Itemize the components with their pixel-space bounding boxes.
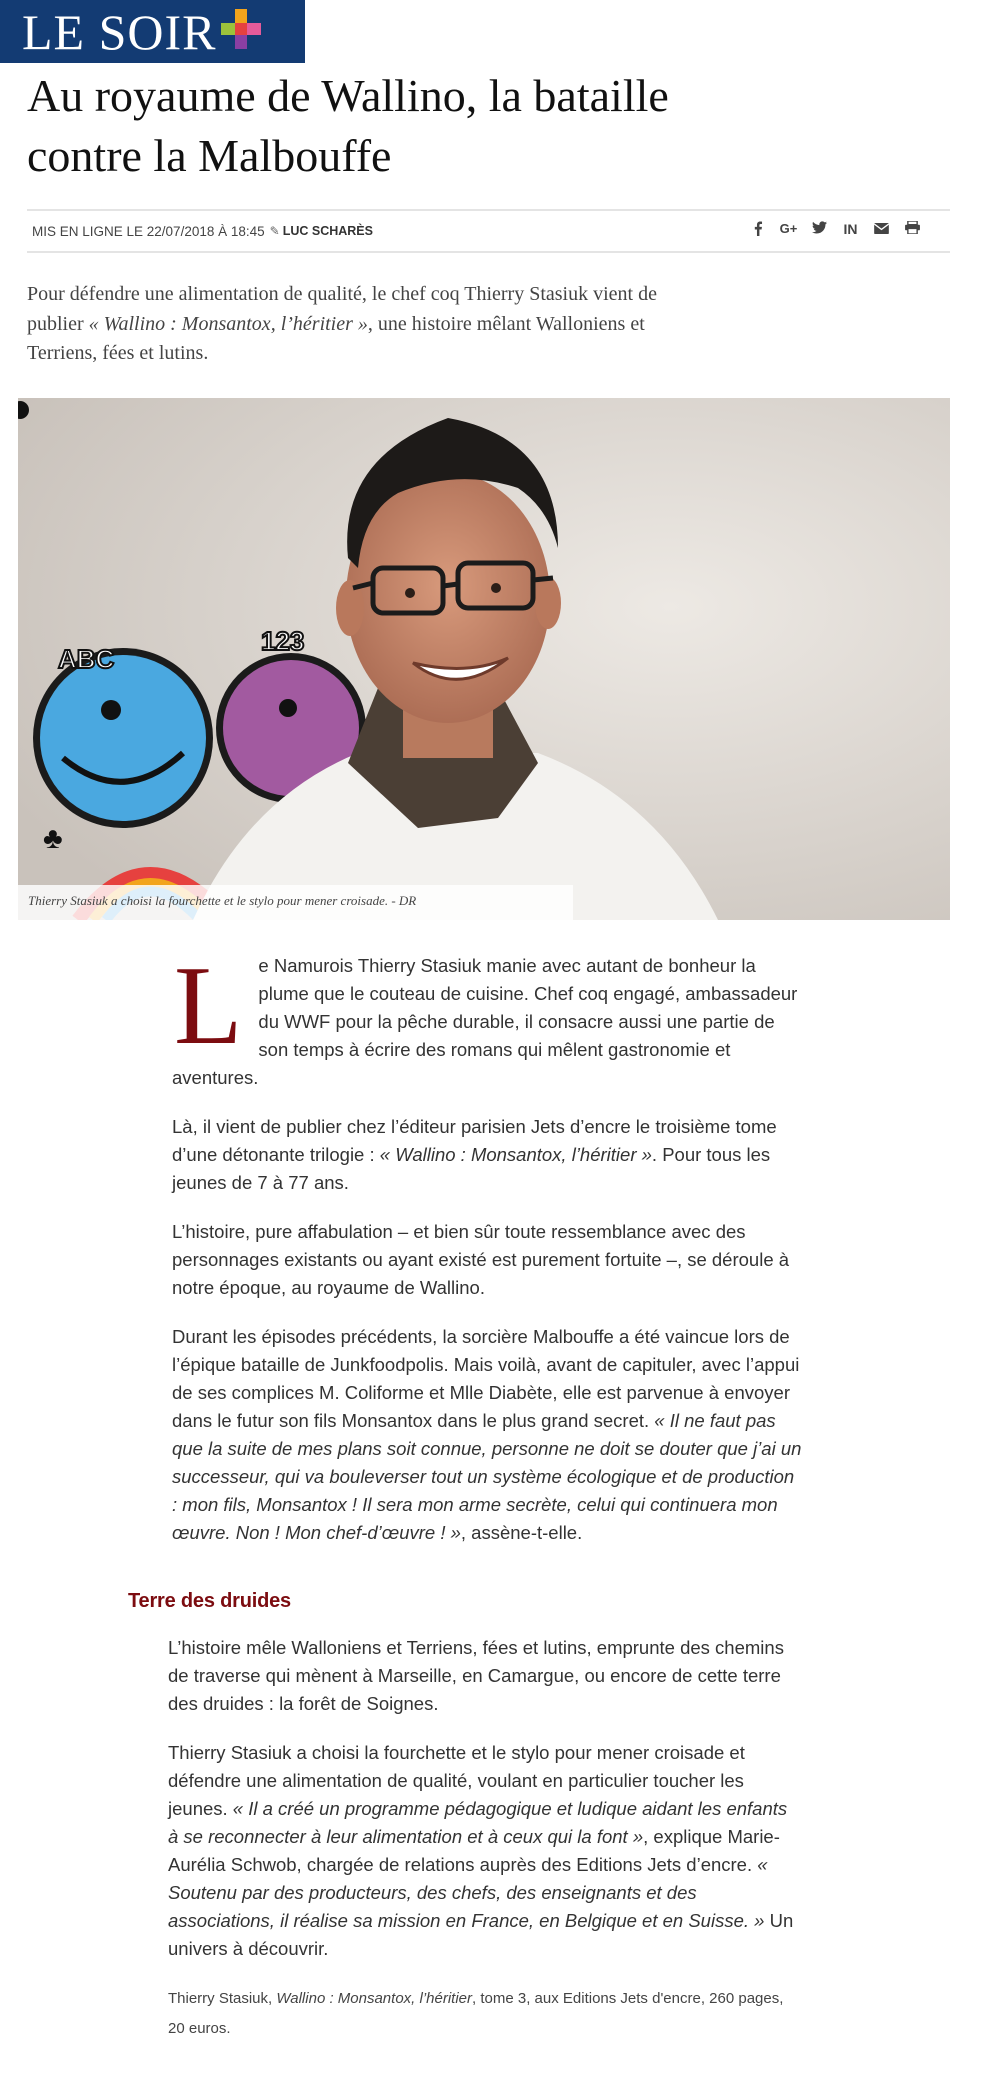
abc-label: ABC [58, 644, 115, 674]
paragraph: L’histoire mêle Walloniens et Terriens, fées et lutins, emprunte des chemins de traverse qui mènent à Marseille, en Camargue, ou encore de cette terre des druides : la forêt de Soignes. [168, 1637, 784, 1714]
paragraph: Thierry Stasiuk a choisi la fourchette et le stylo pour mener croisade et défendre une alimentation de qualité, voulant en particulier toucher les jeunes. « Il a créé un programme pédagogique et ludique aidant les enfants à se reconnecter à leur alimentation et à ceux qui la font », explique Marie-Aurélia Schwob, chargée de relations auprès des Editions Jets d’encre. « Soutenu par des producteurs, des chefs, des enseignants et des associations, il réalise sa mission en France, en Belgique et en Suisse. » Un univers à découvrir. [168, 1742, 794, 1959]
article-body [172, 944, 802, 1568]
logo-text: LE SOIR [22, 3, 217, 60]
article-meta [27, 209, 950, 253]
facebook-icon[interactable] [742, 221, 773, 239]
paragraph: Le Namurois Thierry Stasiuk manie avec autant de bonheur la plume que le couteau de cuisine. Chef coq engagé, ambassadeur du WWF pour la pêche durable, il consacre aussi une partie de son temps à écrire des romans qui mêlent gastronomie et aventures. [172, 944, 798, 1088]
article-body-continued [168, 1634, 802, 2065]
svg-text:♣: ♣ [43, 822, 63, 855]
pencil-icon: ✎ [269, 224, 280, 238]
article-intro: Pour défendre une alimentation de qualité, le chef coq Thierry Stasiuk vient de publier « Wallino : Monsantox, l’héritier », une histoire mêlant Walloniens et Terriens, fées et lutins. [27, 283, 657, 364]
linkedin-icon[interactable]: IN [843, 221, 858, 237]
section-heading: Terre des druides [128, 1590, 291, 1612]
article-photo[interactable] [18, 398, 950, 920]
123-label: 123 [261, 626, 305, 656]
google-plus-icon[interactable]: G+ [779, 221, 798, 236]
photo-caption: Thierry Stasiuk a choisi la fourchette et le stylo pour mener croisade. - DR [18, 885, 573, 920]
book-reference: Thierry Stasiuk, Wallino : Monsantox, l’héritier, tome 3, aux Editions Jets d'encre, 260 pages, 20 euros. [168, 1990, 784, 2037]
paragraph: Là, il vient de publier chez l’éditeur parisien Jets d’encre le troisième tome d’une détonante trilogie : « Wallino : Monsantox, l’héritier ». Pour tous les jeunes de 7 à 77 ans. [172, 1116, 777, 1193]
share-bar [742, 221, 928, 239]
twitter-icon[interactable] [804, 221, 835, 239]
publish-date: MIS EN LIGNE LE 22/07/2018 À 18:45 [32, 223, 265, 239]
email-icon[interactable] [866, 221, 897, 239]
site-logo[interactable] [0, 0, 305, 63]
article-title: Au royaume de Wallino, la bataille contre la Malbouffe [27, 70, 669, 181]
drop-cap: L [174, 944, 243, 1068]
author-link[interactable]: LUC SCHARÈS [282, 224, 373, 238]
paragraph: L’histoire, pure affabulation – et bien sûr toute ressemblance avec des personnages existants ou ayant existé est purement fortuite –, se déroule à notre époque, au royaume de Wallino. [172, 1221, 790, 1298]
chef-photo-illustration [18, 398, 950, 920]
print-icon[interactable] [897, 221, 928, 239]
paragraph: Durant les épisodes précédents, la sorcière Malbouffe a été vaincue lors de l’épique bataille de Junkfoodpolis. Mais voilà, avant de capituler, avec l’appui de ses complices M. Coliforme et Mlle Diabète, elle est parvenue à envoyer dans le futur son fils Monsantox dans le plus grand secret. « Il ne faut pas que la suite de mes plans soit connue, personne ne doit se douter que j’ai un successeur, qui va bouleverser tout un système écologique et de production : mon fils, Monsantox ! Il sera mon arme secrète, celui qui continuera mon œuvre. Non ! Mon chef-d’œuvre ! », assène-t-elle. [172, 1326, 802, 1543]
plus-icon [221, 9, 261, 49]
